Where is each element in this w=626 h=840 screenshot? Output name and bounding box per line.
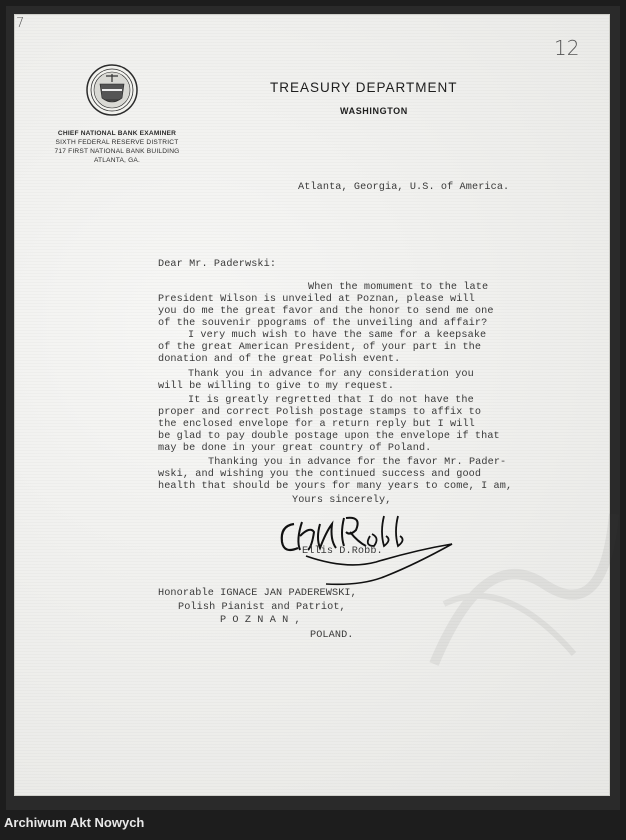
body-line: Thank you in advance for any consideration you — [188, 369, 474, 380]
body-line: of the great American President, of your part in the — [158, 342, 482, 353]
letterhead-office: CHIEF NATIONAL BANK EXAMINER — [57, 130, 177, 137]
dateline: Atlanta, Georgia, U.S. of America. — [298, 182, 510, 193]
body-line: health that should be yours for many years to come, I am, — [158, 481, 513, 492]
body-line: donation and of the great Polish event. — [158, 354, 401, 365]
letterhead-washington: WASHINGTON — [340, 106, 408, 116]
body-line: Thanking you in advance for the favor Mr. Pader- — [208, 457, 507, 468]
treasury-seal-icon — [86, 64, 138, 116]
body-line: proper and correct Polish postage stamps to affix to — [158, 407, 482, 418]
body-line: will be willing to give to my request. — [158, 381, 395, 392]
address-line-2: Polish Pianist and Patriot, — [178, 602, 346, 613]
body-line: you do me the great favor and the honor to send me one — [158, 306, 494, 317]
body-line: wski, and wishing you the continued success and good — [158, 469, 482, 480]
pencil-mark-left: 7 — [16, 16, 25, 31]
address-line-4: POLAND. — [310, 630, 354, 641]
body-line: be glad to pay double postage upon the envelope if that — [158, 431, 500, 442]
body-line: the enclosed envelope for a return reply but I will — [158, 419, 475, 430]
body-line: President Wilson is unveiled at Poznan, please will — [158, 294, 475, 305]
closing: Yours sincerely, — [292, 495, 392, 506]
address-line-3: P O Z N A N , — [220, 615, 301, 626]
watermark-icon — [424, 484, 624, 684]
body-line: I very much wish to have the same for a keepsake — [188, 330, 487, 341]
letter-page — [14, 14, 610, 796]
body-line: It is greatly regretted that I do not have the — [188, 395, 474, 406]
letterhead-district: SIXTH FEDERAL RESERVE DISTRICT — [55, 139, 179, 146]
body-line: may be done in your great country of Poland. — [158, 443, 432, 454]
letterhead-city: ATLANTA, GA. — [93, 157, 141, 164]
body-line: When the momument to the late — [308, 282, 489, 293]
body-line: of the souvenir ppograms of the unveiling and affair? — [158, 318, 488, 329]
archive-label: Archiwum Akt Nowych — [4, 815, 145, 830]
pencil-mark-right: 12 — [554, 36, 580, 60]
salutation: Dear Mr. Paderwski: — [158, 259, 277, 270]
address-line-1: Honorable IGNACE JAN PADEREWSKI, — [158, 588, 357, 599]
letterhead-building: 717 FIRST NATIONAL BANK BUILDING — [54, 148, 180, 155]
signer-name: Ellis D.Robb. — [302, 546, 383, 557]
letterhead-department: TREASURY DEPARTMENT — [270, 80, 458, 95]
